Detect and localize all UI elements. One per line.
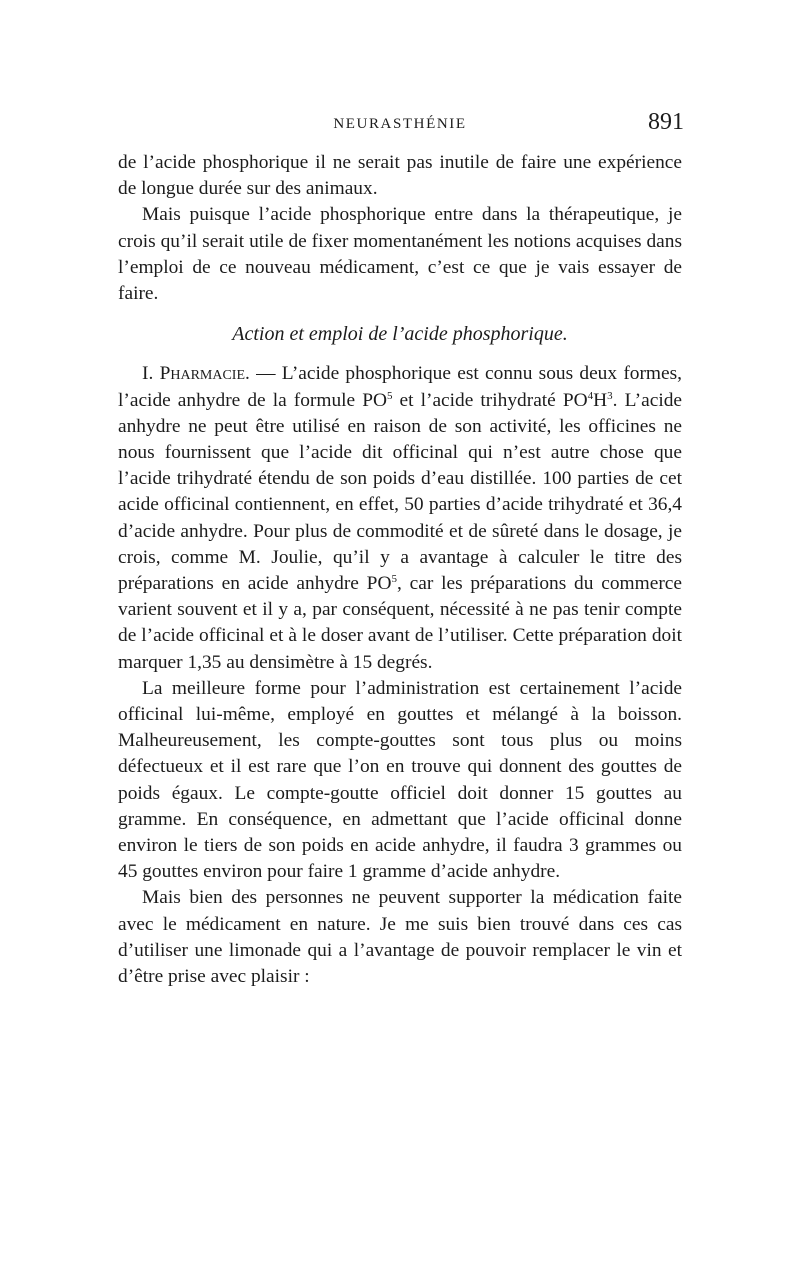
section-number: I. (142, 363, 160, 385)
paragraph-pharmacie (118, 361, 682, 675)
page-header (118, 109, 684, 142)
text-run: . L’acide anhydre ne peut être utilisé en raison de son activité, les officines ne nous fournissent que l’acide dit officinal qui n’est autre chose que l’acide trihydraté étendu de son poids d’eau distillée. 100 parties de cet acide officinal contiennent, en effet, 50 parties d’acide trihydraté et 36,4 d’acide anhydre. Pour plus de commodité et de sûreté dans le dosage, je crois, comme M. Joulie, qu’il y a avantage à calculer le titre des préparations en acide anhydre PO (118, 389, 683, 595)
subsection-heading: Pharmacie. (159, 363, 250, 385)
paragraph: La meilleure forme pour l’administration est certainement l’acide officinal lui-même, employé en gouttes et mélangé à la boisson. Malheureusement, les compte-gouttes sont tous plus ou moins défectueux et il est rare que l’on en trouve qui donnent des gouttes de poids égaux. Le compte-goutte officiel doit donner 15 gouttes au gramme. En conséquence, en admettant que l’acide officinal donne environ le tiers de son poids en acide anhydre, il faudra 3 grammes ou 45 gouttes environ pour faire 1 gramme d’acide anhydre. (118, 677, 682, 883)
text-run: et l’acide trihydraté PO (392, 389, 588, 411)
paragraph: Mais bien des personnes ne peuvent supporter la médication faite avec le médicament en nature. Je me suis bien trouvé dans ces cas d’utiliser une limonade qui a l’avantage de pouvoir remplacer le vin et d’être prise avec plaisir : (118, 887, 682, 988)
page-number: 891 (648, 109, 684, 135)
superscript: 4 (587, 389, 594, 402)
superscript: 5 (391, 573, 397, 586)
superscript: 5 (386, 389, 393, 402)
text-run: — L’acide phosphorique est connu sous deux formes, l’acide anhydre de la formule PO (118, 363, 683, 411)
text-run: H (593, 389, 608, 411)
running-head: NEURASTHÉNIE (333, 116, 467, 132)
text-run: , car les préparations du commerce varient souvent et il y a, par conséquent, nécessité à ne pas tenir compte de l’acide officinal et à le doser avant de l’utiliser. Cette préparation doit marquer 1,35 au densimètre à 15 degrés. (118, 573, 682, 673)
superscript: 3 (607, 389, 613, 402)
body-text (118, 150, 682, 990)
paragraph-continued: de l’acide phosphorique il ne serait pas inutile de faire une expérience de longue durée sur des animaux. (118, 152, 682, 200)
section-title: Action et emploi de l’acide phosphorique. (232, 323, 568, 346)
paragraph: Mais puisque l’acide phosphorique entre dans la thérapeutique, je crois qu’il serait utile de fixer momentanément les notions acquises dans l’emploi de ce nouveau médicament, c’est ce que je vais essayer de faire. (118, 204, 682, 305)
